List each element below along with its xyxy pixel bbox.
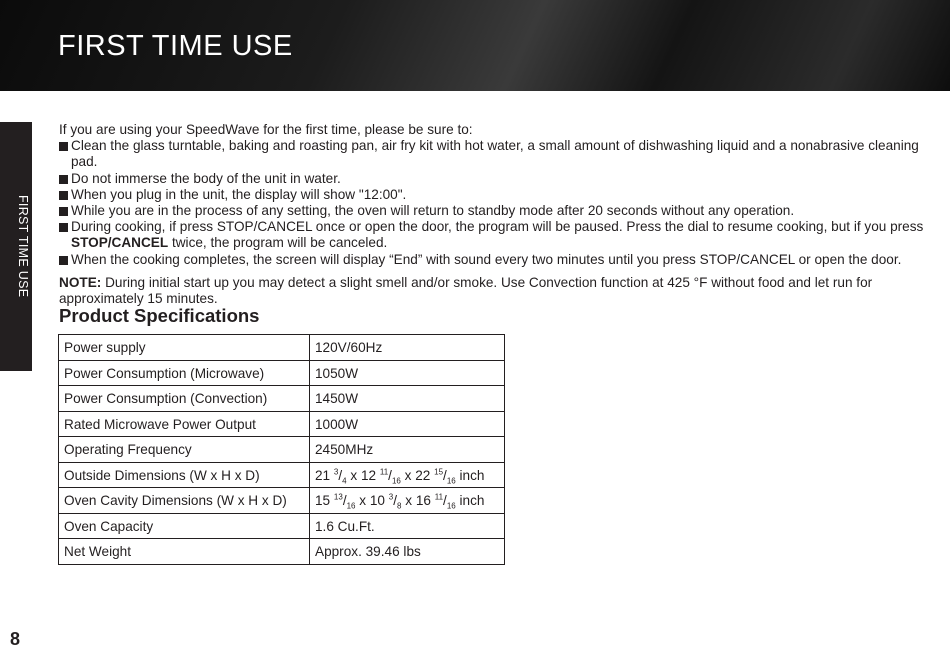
list-item: Do not immerse the body of the unit in water. <box>59 171 929 187</box>
table-row: Power Consumption (Microwave) 1050W <box>59 360 505 386</box>
page-header <box>0 0 950 91</box>
table-row: Power Consumption (Convection) 1450W <box>59 386 505 412</box>
specifications-heading: Product Specifications <box>59 305 260 326</box>
list-item: Clean the glass turntable, baking and roasting pan, air fry kit with hot water, a small amount of dishwashing liquid and a nonabrasive cleaning pad. <box>59 138 929 170</box>
stop-cancel-button-ref: STOP/CANCEL <box>216 219 313 235</box>
first-use-list <box>59 138 929 268</box>
side-section-tab-label: FIRST TIME USE <box>16 195 30 298</box>
cavity-dimensions-value: 15 $^{13}/_{16}$ x 10 $^3/_8$ x 16 $^{11}/_{16}$ inch <box>310 488 505 514</box>
bullet-square-icon <box>59 175 68 184</box>
instructions-section <box>59 122 929 307</box>
stop-cancel-button-ref: STOP/CANCEL <box>699 251 795 267</box>
bullet-square-icon <box>59 191 68 200</box>
stop-cancel-button-ref: STOP/CANCEL <box>71 235 169 251</box>
list-item: When the cooking completes, the screen will display “End” with sound every two minutes until you press STOP/CANCEL or open the door. <box>59 252 929 268</box>
bullet-square-icon <box>59 223 68 232</box>
note-paragraph <box>59 275 929 307</box>
list-item: During cooking, if press STOP/CANCEL once or open the door, the program will be paused. Press the dial to resume cooking, but if you press STOP/CANCEL twice, the program will be canceled. <box>59 219 929 251</box>
note-text: During initial start up you may detect a slight smell and/or smoke. Use Convection function at 425 °F without food and let run for approximately 15 minutes. <box>59 274 873 307</box>
note-label: NOTE: <box>59 274 102 290</box>
bullet-square-icon <box>59 207 68 216</box>
intro-text: If you are using your SpeedWave for the first time, please be sure to: <box>59 122 473 137</box>
page-number: 8 <box>10 629 21 649</box>
table-row: Rated Microwave Power Output 1000W <box>59 411 505 437</box>
table-row: Operating Frequency 2450MHz <box>59 437 505 463</box>
bullet-square-icon <box>59 142 68 151</box>
table-row: Oven Capacity 1.6 Cu.Ft. <box>59 513 505 539</box>
table-row: Oven Cavity Dimensions (W x H x D) 15 $^{13}/_{16}$ x 10 $^3/_8$ x 16 $^{11}/_{16}$ inch <box>59 488 505 514</box>
page-title: FIRST TIME USE <box>58 30 293 62</box>
bullet-square-icon <box>59 256 68 265</box>
table-row: Power supply 120V/60Hz <box>59 335 505 361</box>
table-row: Outside Dimensions (W x H x D) 21 $^3/_4$ x 12 $^{11}/_{16}$ x 22 $^{15}/_{16}$ inch <box>59 462 505 488</box>
table-row: Net Weight Approx. 39.46 lbs <box>59 539 505 565</box>
specifications-table <box>58 334 505 565</box>
outside-dimensions-value: 21 $^3/_4$ x 12 $^{11}/_{16}$ x 22 $^{15}/_{16}$ inch <box>310 462 505 488</box>
list-item: When you plug in the unit, the display will show "12:00". <box>59 187 929 203</box>
list-item: While you are in the process of any setting, the oven will return to standby mode after 20 seconds without any operation. <box>59 203 929 219</box>
